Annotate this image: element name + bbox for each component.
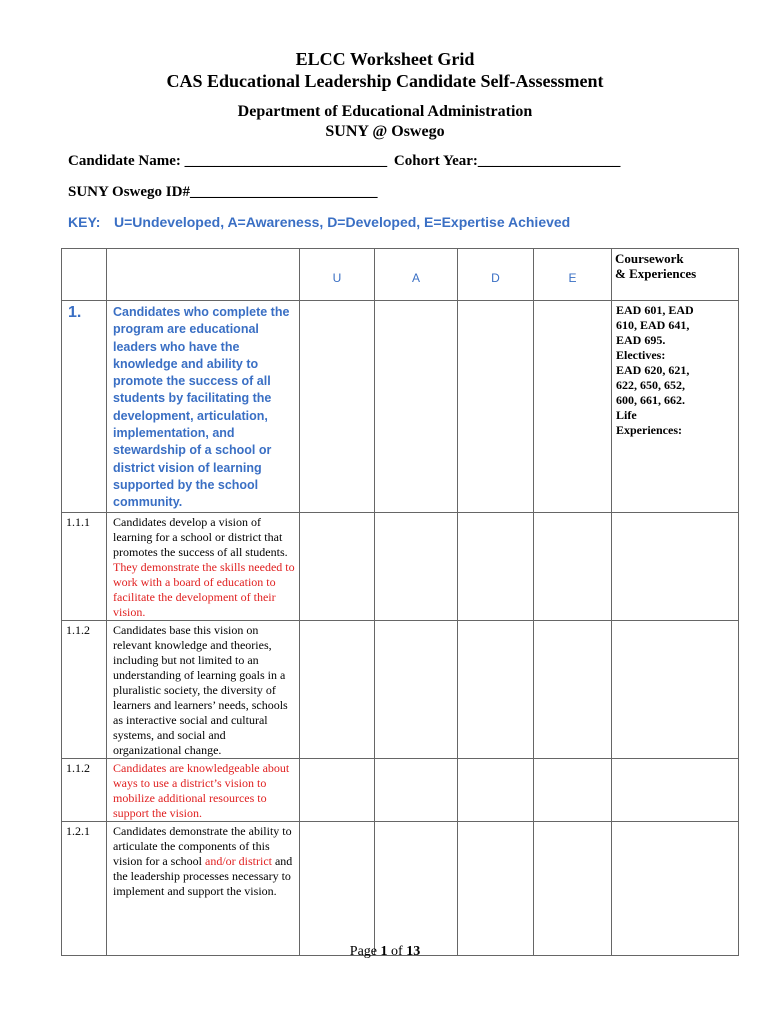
coursework-cell[interactable] xyxy=(612,758,739,821)
document-title: ELCC Worksheet Grid xyxy=(295,49,475,69)
row-text-cont: and the leadership processes necessary to implement and support the vision. xyxy=(113,853,293,898)
coursework-line: EAD 695. xyxy=(616,333,666,347)
rating-cell-u[interactable] xyxy=(300,821,375,955)
page-footer xyxy=(0,944,770,960)
coursework-line: Experiences: xyxy=(616,423,682,437)
column-header-coursework xyxy=(612,249,739,301)
school-name: SUNY @ Oswego xyxy=(325,123,445,140)
coursework-line: EAD 620, 621, xyxy=(616,363,690,377)
row-text: Candidates demonstrate the ability to articulate the components of this vision for a school xyxy=(113,823,292,868)
table-row xyxy=(62,758,739,821)
page-total: 13 xyxy=(406,944,421,959)
row-number: 1.2.1 xyxy=(62,821,107,955)
coursework-line: Life xyxy=(616,408,637,422)
row-number: 1.1.2 xyxy=(62,758,107,821)
assessment-grid xyxy=(61,248,739,956)
row-number: 1.1.1 xyxy=(62,512,107,620)
coursework-cell[interactable] xyxy=(612,821,739,955)
rating-cell-a[interactable] xyxy=(375,301,458,513)
standard-number: 1. xyxy=(62,301,107,513)
rating-cell-a[interactable] xyxy=(375,620,458,758)
coursework-line: 622, 650, 652, xyxy=(616,378,685,392)
suny-id-field[interactable]: SUNY Oswego ID#_________________________ xyxy=(68,184,378,200)
standard-text: Candidates who complete the program are educational leaders who have the knowledge and ability to promote the success of all students by facilitating the development, articulation, implementation, and stewardship of a school or district vision of learning supported by the school community. xyxy=(107,301,300,513)
department-name: Department of Educational Administration xyxy=(237,103,533,120)
header-blank-num xyxy=(62,249,107,301)
rating-cell-e[interactable] xyxy=(534,512,612,620)
key-label: KEY: xyxy=(68,214,101,230)
coursework-cell[interactable] xyxy=(612,301,739,513)
row-text: Candidates develop a vision of learning for a school or district that promotes the success of all students. xyxy=(113,514,288,559)
coursework-cell[interactable] xyxy=(612,620,739,758)
row-description: Candidates base this vision on relevant knowledge and theories, including but not limited to an understanding of learning goals in a pluralistic society, the diversity of learners and learners’ needs, schools as interactive social and cultural systems, and social and organizational change. xyxy=(107,620,300,758)
rating-cell-d[interactable] xyxy=(458,758,534,821)
rating-cell-e[interactable] xyxy=(534,821,612,955)
coursework-line: EAD 601, EAD xyxy=(616,303,694,317)
rating-cell-u[interactable] xyxy=(300,758,375,821)
document-subtitle: CAS Educational Leadership Candidate Self-Assessment xyxy=(166,71,604,91)
row-text-red: and/or district xyxy=(202,853,272,868)
rating-cell-d[interactable] xyxy=(458,512,534,620)
rating-cell-u[interactable] xyxy=(300,301,375,513)
coursework-header-line2: & Experiences xyxy=(615,266,697,281)
rating-cell-u[interactable] xyxy=(300,512,375,620)
page-number: 1 xyxy=(380,944,388,959)
row-description: Candidates are knowledgeable about ways to use a district’s vision to mobilize additional resources to support the vision. xyxy=(107,758,300,821)
rating-cell-d[interactable] xyxy=(458,821,534,955)
of-label: of xyxy=(391,944,403,959)
standard-row xyxy=(62,301,739,513)
candidate-name-label: Candidate Name: ___________________________ xyxy=(68,153,388,169)
rating-cell-a[interactable] xyxy=(375,821,458,955)
column-header-u: U xyxy=(300,249,375,301)
rating-cell-a[interactable] xyxy=(375,512,458,620)
coursework-line: Electives: xyxy=(616,348,666,362)
page-label: Page xyxy=(349,944,378,959)
table-row xyxy=(62,512,739,620)
key-legend xyxy=(68,214,570,230)
row-description xyxy=(107,512,300,620)
row-description xyxy=(107,821,300,955)
column-header-e: E xyxy=(534,249,612,301)
cohort-year-label: Cohort Year:___________________ xyxy=(393,153,621,169)
rating-cell-e[interactable] xyxy=(534,758,612,821)
coursework-line: 610, EAD 641, xyxy=(616,318,690,332)
rating-cell-a[interactable] xyxy=(375,758,458,821)
table-row xyxy=(62,821,739,955)
header-blank-desc xyxy=(107,249,300,301)
rating-cell-d[interactable] xyxy=(458,301,534,513)
coursework-cell[interactable] xyxy=(612,512,739,620)
row-number: 1.1.2 xyxy=(62,620,107,758)
column-header-a: A xyxy=(375,249,458,301)
table-row xyxy=(62,620,739,758)
rating-cell-e[interactable] xyxy=(534,620,612,758)
key-text: U=Undeveloped, A=Awareness, D=Developed, E=Expertise Achieved xyxy=(114,214,571,230)
rating-cell-d[interactable] xyxy=(458,620,534,758)
rating-cell-u[interactable] xyxy=(300,620,375,758)
column-header-d: D xyxy=(458,249,534,301)
header-row xyxy=(62,249,739,301)
rating-cell-e[interactable] xyxy=(534,301,612,513)
coursework-header-line1: Coursework xyxy=(615,251,684,266)
coursework-line: 600, 661, 662. xyxy=(616,393,685,407)
row-text-red: They demonstrate the skills needed to work with a board of education to facilitate the development of their vision. xyxy=(113,559,295,619)
candidate-name-field[interactable] xyxy=(68,153,620,170)
